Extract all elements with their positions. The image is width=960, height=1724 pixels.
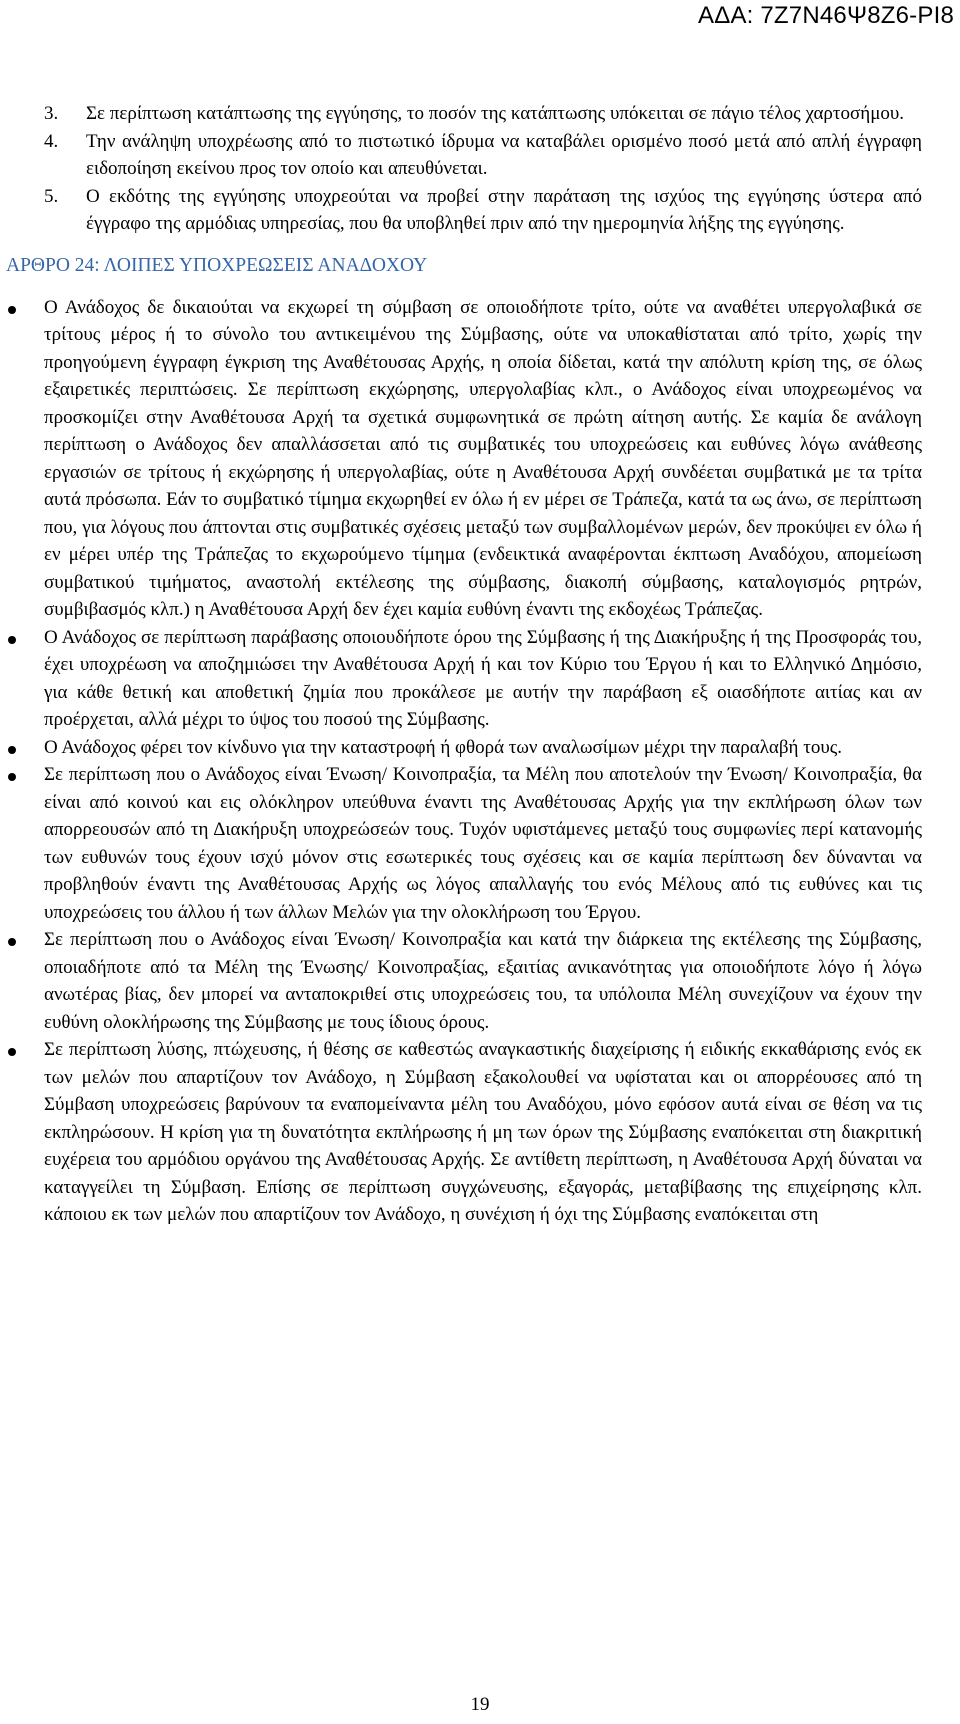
- ada-code: ΑΔΑ: 7Ζ7Ν46Ψ8Ζ6-ΡΙ8: [698, 2, 954, 29]
- bullet-item: [44, 761, 922, 926]
- item-text: Την ανάληψη υποχρέωσης από το πιστωτικό ίδρυμα να καταβάλει ορισμένο ποσό μετά από απλή έγγραφη ειδοποίηση εκείνου προς τον οποίο και απευθύνεται.: [86, 130, 922, 179]
- numbered-list: [44, 100, 922, 238]
- bullet-item: [44, 294, 922, 624]
- numbered-item: [44, 100, 922, 128]
- bullet-icon: [8, 773, 16, 781]
- bullet-text: Σε περίπτωση λύσης, πτώχευσης, ή θέσης σε καθεστώς αναγκαστικής διαχείρισης ή ειδικής εκκαθάρισης ενός εκ των μελών που απαρτίζουν τον Ανάδοχο, η Σύμβαση εξακολουθεί να υφίσταται και οι απορρέουσες από τη Σύμβαση υποχρεώσεις βαρύνουν τα εναπομείναντα μέλη του Αναδόχου, μόνο εφόσον αυτά είναι σε θέση να τις εκπληρώσουν. Η κρίση για τη δυνατότητα εκπλήρωσης ή μη των όρων της Σύμβασης εναπόκειται στη διακριτική ευχέρεια του αρμόδιου οργάνου της Αναθέτουσας Αρχής. Σε αντίθετη περίπτωση, η Αναθέτουσα Αρχή δύναται να καταγγείλει τη Σύμβαση. Επίσης σε περίπτωση συγχώνευσης, εξαγοράς, μεταβίβασης της επιχείρησης κλπ. κάποιου εκ των μελών που απαρτίζουν τον Ανάδοχο, η συνέχιση ή όχι της Σύμβασης εναπόκειται στη: [44, 1039, 922, 1225]
- bullet-text: Ο Ανάδοχος φέρει τον κίνδυνο για την καταστροφή ή φθορά των αναλωσίμων μέχρι την παραλαβή τους.: [44, 736, 843, 758]
- bullet-text: Ο Ανάδοχος δε δικαιούται να εκχωρεί τη σύμβαση σε οποιοδήποτε τρίτο, ούτε να αναθέτει υπεργολαβικά σε τρίτους μέρος ή το σύνολο του αντικειμένου της Σύμβασης, ούτε να υποκαθίσταται από τρίτο, χωρίς την προηγούμενη έγγραφη έγκριση της Αναθέτουσας Αρχής, η οποία δίδεται, κατά την απόλυτη κρίση της, σε όλως εξαιρετικές περιπτώσεις. Σε περίπτωση εκχώρησης, υπεργολαβίας κλπ., ο Ανάδοχος είναι υποχρεωμένος να προσκομίζει στην Αναθέτουσα Αρχή τα σχετικά συμφωνητικά σε πρώτη αίτηση αυτής. Σε καμία δε ανάλογη περίπτωση ο Ανάδοχος δεν απαλλάσσεται από τις συμβατικές του υποχρεώσεις και ευθύνες λόγω ανάθεσης εργασιών σε τρίτους ή εκχώρησης ή υπεργολαβίας, ούτε η Αναθέτουσα Αρχή συνδέεται συμβατικά με τα τρίτα αυτά πρόσωπα. Εάν το συμβατικό τίμημα εκχωρηθεί εν όλω ή εν μέρει σε Τράπεζα, κατά τα ως άνω, σε περίπτωση που, για λόγους που άπτονται στις συμβατικές σχέσεις μεταξύ των συμβαλλομένων μερών, δεν προκύψει εν όλω ή εν μέρει υπέρ της Τράπεζας το εκχωρούμενο τίμημα (ενδεικτικά αναφέρονται έκπτωση Αναδόχου, απομείωση συμβατικού τιμήματος, αναστολή εκτέλεσης της σύμβασης, διακοπή σύμβασης, καταλογισμός ρητρών, συμβιβασμός κλπ.) η Αναθέτουσα Αρχή δεν έχει καμία ευθύνη έναντι της εκδοχέως Τράπεζας.: [44, 296, 922, 620]
- item-number: 5.: [44, 185, 59, 207]
- numbered-item: [44, 183, 922, 238]
- item-text: Ο εκδότης της εγγύησης υποχρεούται να προβεί στην παράταση της ισχύος της εγγύησης ύστερα από έγγραφο της αρμόδιας υπηρεσίας, που θα υποβληθεί πριν από την ημερομηνία λήξης της εγγύησης.: [86, 185, 922, 234]
- bullet-item: [44, 926, 922, 1036]
- document-body: [6, 100, 922, 1229]
- bullet-icon: [8, 636, 16, 644]
- page-number: 19: [470, 1694, 490, 1715]
- bullet-item: [44, 1036, 922, 1229]
- section-heading: ΑΡΘΡΟ 24: ΛΟΙΠΕΣ ΥΠΟΧΡΕΩΣΕΙΣ ΑΝΑΔΟΧΟΥ: [6, 254, 428, 276]
- bullet-text: Ο Ανάδοχος σε περίπτωση παράβασης οποιουδήποτε όρου της Σύμβασης ή της Διακήρυξης ή της Προσφοράς του, έχει υποχρέωση να αποζημιώσει την Αναθέτουσα Αρχή ή και τον Κύριο του Έργου ή και το Ελληνικό Δημόσιο, για κάθε θετική και αποθετική ζημία που προκάλεσε με αυτήν την παράβαση εξ οιασδήποτε αιτίας και αν προέρχεται, αλλά μέχρι το ύψος του ποσού της Σύμβασης.: [44, 626, 922, 730]
- numbered-item: [44, 128, 922, 183]
- bullet-icon: [8, 306, 16, 314]
- bullet-icon: [8, 1048, 16, 1056]
- bullet-item: [44, 624, 922, 734]
- bullet-text: Σε περίπτωση που ο Ανάδοχος είναι Ένωση/ Κοινοπραξία και κατά την διάρκεια της εκτέλεσης της Σύμβασης, οποιαδήποτε από τα Μέλη της Ένωσης/ Κοινοπραξίας, εξαιτίας ανικανότητας για οποιοδήποτε λόγο ή λόγω ανωτέρας βίας, δεν μπορεί να ανταποκριθεί στις υποχρεώσεις του, τα υπόλοιπα Μέλη συνεχίζουν να έχουν την ευθύνη ολοκλήρωσης της Σύμβασης με τους ίδιους όρους.: [44, 929, 922, 1033]
- bullet-text: Σε περίπτωση που ο Ανάδοχος είναι Ένωση/ Κοινοπραξία, τα Μέλη που αποτελούν την Ένωση/ Κοινοπραξία, θα είναι από κοινού και εις ολόκληρον υπεύθυνα έναντι της Αναθέτουσας Αρχής για την εκπλήρωση όλων των απορρεουσών από τη Διακήρυξη υποχρεώσεών τους. Τυχόν υφιστάμενες μεταξύ τους συμφωνίες περί κατανομής των ευθυνών τους έχουν ισχύ μόνον στις εσωτερικές τους σχέσεις και σε καμία περίπτωση δεν δύνανται να προβληθούν έναντι της Αναθέτουσας Αρχής ως λόγος απαλλαγής του ενός Μέλους από τις ευθύνες και τις υποχρεώσεις του άλλου ή των άλλων Μελών για την ολοκλήρωση του Έργου.: [44, 764, 922, 923]
- bullet-list: [44, 294, 922, 1229]
- bullet-item: [44, 734, 922, 762]
- item-number: 3.: [44, 103, 59, 124]
- item-text: Σε περίπτωση κατάπτωσης της εγγύησης, το ποσόν της κατάπτωσης υπόκειται σε πάγιο τέλος χαρτοσήμου.: [86, 103, 905, 124]
- item-number: 4.: [44, 130, 59, 152]
- bullet-icon: [8, 938, 16, 946]
- bullet-icon: [8, 746, 16, 754]
